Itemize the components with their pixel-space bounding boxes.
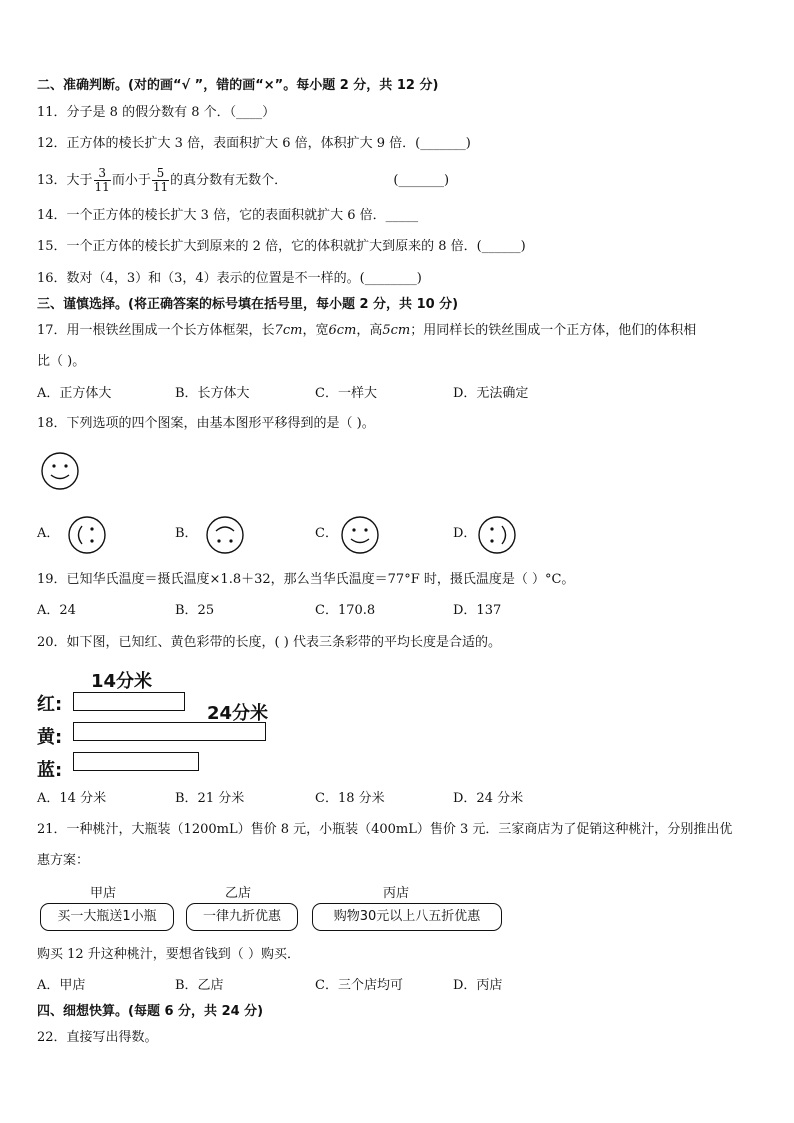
q17-unit: cm <box>336 323 357 338</box>
fraction-3-11 <box>94 167 111 194</box>
red-ribbon-bar <box>73 692 185 711</box>
q13-answer-blank: (_______) <box>393 173 450 188</box>
question-12: 12．正方体的棱长扩大 3 倍，表面积扩大 6 倍，体积扩大 9 倍．(_______) <box>37 136 471 151</box>
question-21-line2: 惠方案： <box>37 853 90 868</box>
smiley-base-figure <box>40 451 80 491</box>
q17-option-c[interactable]: C．一样大 <box>315 386 377 401</box>
q18-option-d[interactable]: D． <box>453 526 477 541</box>
q13-mid: 而小于 <box>111 173 151 188</box>
q20-option-d[interactable]: D．24 分米 <box>453 791 524 806</box>
blue-ribbon-bar <box>73 752 199 771</box>
q17-text-b: ，宽 <box>302 323 329 338</box>
shop-bing-offer: 购物30元以上八五折优惠 <box>312 903 502 931</box>
q17-height: 5 <box>382 323 391 338</box>
q21-option-b[interactable]: B．乙店 <box>175 978 224 993</box>
smiley-rotated-left-figure <box>67 515 107 555</box>
red-ribbon-label: 红: <box>37 694 63 715</box>
q20-option-b[interactable]: B．21 分米 <box>175 791 245 806</box>
red-ribbon-length-label: 14分米 <box>91 671 153 692</box>
shop-yi-label: 乙店 <box>225 886 252 901</box>
question-14: 14．一个正方体的棱长扩大 3 倍，它的表面积就扩大 6 倍．_____ <box>37 208 419 223</box>
question-17-line2: 比（ )。 <box>37 354 86 369</box>
q19-option-a[interactable]: A．24 <box>37 603 76 618</box>
question-21-line1: 21．一种桃汁，大瓶装（1200mL）售价 8 元，小瓶装（400mL）售价 3 元．三家商店为了促销这种桃汁，分别推出优 <box>37 822 733 837</box>
smiley-upside-down-figure <box>205 515 245 555</box>
q19-option-c[interactable]: C．170.8 <box>315 603 376 618</box>
q18-option-c[interactable]: C． <box>315 526 338 541</box>
q20-option-c[interactable]: C．18 分米 <box>315 791 385 806</box>
q17-option-a[interactable]: A．正方体大 <box>37 386 112 401</box>
yellow-ribbon-label: 黄: <box>37 727 63 748</box>
fraction-numerator: 3 <box>94 167 111 181</box>
q21-option-c[interactable]: C．三个店均可 <box>315 978 403 993</box>
q17-length: 7 <box>274 323 283 338</box>
q20-option-a[interactable]: A．14 分米 <box>37 791 107 806</box>
yellow-ribbon-bar <box>73 722 266 741</box>
q19-option-b[interactable]: B．25 <box>175 603 215 618</box>
q17-text-a: 17．用一根铁丝围成一个长方体框架，长 <box>37 323 275 338</box>
question-11: 11．分子是 8 的假分数有 8 个．（____） <box>37 105 276 120</box>
q13-prefix: 13．大于 <box>37 173 93 188</box>
shop-bing-label: 丙店 <box>383 886 410 901</box>
q18-option-a[interactable]: A． <box>37 526 60 541</box>
section2-title: 二、准确判断。(对的画“√ ”，错的画“×”。每小题 2 分，共 12 分) <box>37 78 439 93</box>
fraction-denominator: 11 <box>94 180 110 194</box>
q17-unit: cm <box>390 323 411 338</box>
question-17-line1 <box>37 322 696 340</box>
shop-jia-label: 甲店 <box>90 886 117 901</box>
q17-text-d: ；用同样长的铁丝围成一个正方体，他们的体积相 <box>410 323 697 338</box>
question-18: 18．下列选项的四个图案，由基本图形平移得到的是（ )。 <box>37 416 375 431</box>
section4-title: 四、细想快算。(每题 6 分，共 24 分) <box>37 1004 264 1019</box>
shop-jia-offer: 买一大瓶送1小瓶 <box>40 903 174 931</box>
q17-unit: cm <box>282 323 303 338</box>
smiley-upright-figure <box>340 515 380 555</box>
q18-option-b[interactable]: B． <box>175 526 198 541</box>
fraction-denominator: 11 <box>152 180 169 194</box>
q13-suffix: 的真分数有无数个． <box>170 173 288 188</box>
question-22: 22．直接写出得数。 <box>37 1030 158 1045</box>
question-20: 20．如下图，已知红、黄色彩带的长度，( ) 代表三条彩带的平均长度是合适的。 <box>37 635 501 650</box>
fraction-numerator: 5 <box>152 167 169 181</box>
yellow-ribbon-length-label: 24分米 <box>207 703 269 724</box>
fraction-5-11 <box>152 167 169 194</box>
question-13 <box>37 161 449 201</box>
question-15: 15．一个正方体的棱长扩大到原来的 2 倍，它的体积就扩大到原来的 8 倍．(______) <box>37 239 526 254</box>
shop-yi-offer: 一律九折优惠 <box>186 903 298 931</box>
smiley-rotated-right-figure <box>477 515 517 555</box>
question-21-ask: 购买 12 升这种桃汁，要想省钱到（ ）购买． <box>37 947 300 962</box>
q21-option-d[interactable]: D．丙店 <box>453 978 503 993</box>
blue-ribbon-label: 蓝: <box>37 760 63 781</box>
q19-option-d[interactable]: D．137 <box>453 603 502 618</box>
question-19: 19．已知华氏温度＝摄氏温度×1.8＋32，那么当华氏温度＝77°F 时，摄氏温度是（ ）°C。 <box>37 572 575 587</box>
section3-title: 三、谨慎选择。(将正确答案的标号填在括号里，每小题 2 分，共 10 分) <box>37 297 459 312</box>
question-16: 16．数对（4，3）和（3，4）表示的位置是不一样的。(________) <box>37 271 422 286</box>
q17-option-b[interactable]: B．长方体大 <box>175 386 250 401</box>
q21-option-a[interactable]: A．甲店 <box>37 978 86 993</box>
q17-text-c: ，高 <box>356 323 383 338</box>
q17-width: 6 <box>328 323 337 338</box>
q17-option-d[interactable]: D．无法确定 <box>453 386 529 401</box>
